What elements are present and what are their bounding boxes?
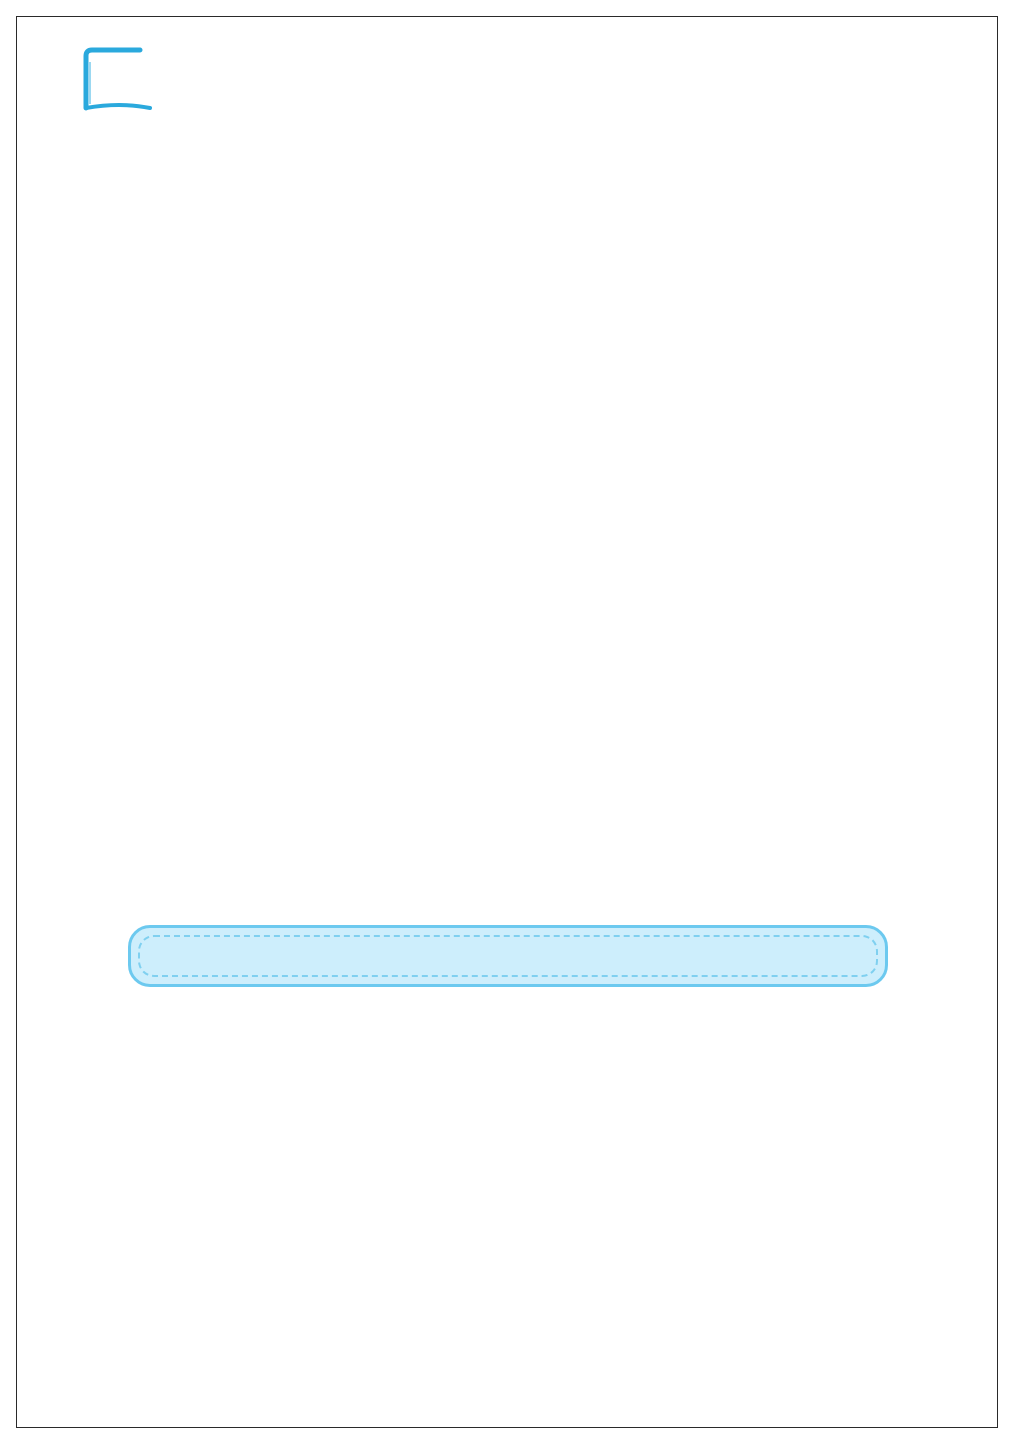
page-frame [16, 16, 998, 1428]
book-header-icon [80, 46, 230, 114]
culture-knowledge-panel [128, 925, 888, 987]
